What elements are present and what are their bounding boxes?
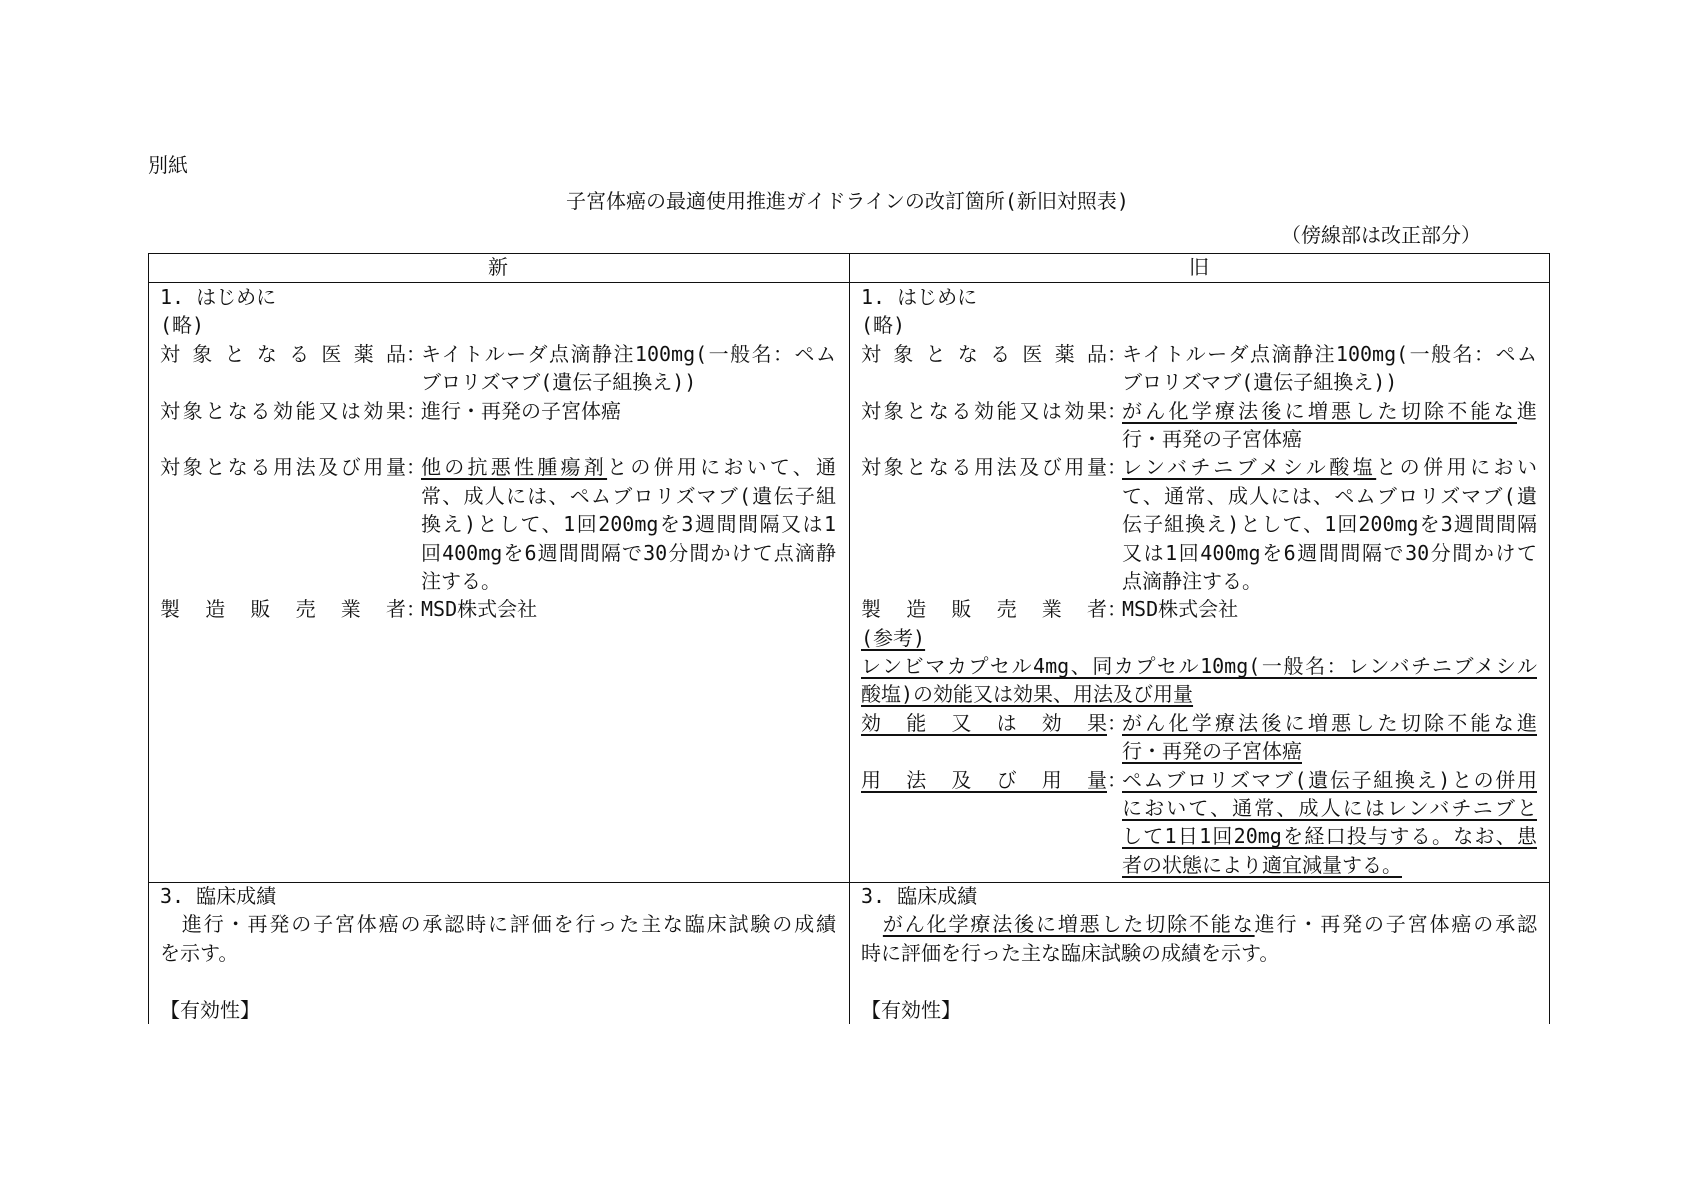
underlined-text: 行・再発の子宮体癌: [1122, 739, 1302, 764]
text-segment: を示す。: [160, 940, 239, 965]
field-value-line: [1122, 737, 1537, 765]
page-title: 子宮体癌の最適使用推進ガイドラインの改訂箇所(新旧対照表): [566, 189, 1129, 213]
field-label-text: 対象となる効能又は効果: [861, 398, 1107, 423]
field-value: [1122, 340, 1537, 397]
field-value-line: [1122, 482, 1537, 510]
text-segment: [861, 912, 883, 936]
field-label-text: 対象となる用法及び用量: [160, 455, 406, 480]
field-value-line: [1122, 539, 1537, 567]
text-segment: キイトルーダ点滴静注100mg(一般名：ペム: [421, 341, 836, 366]
underlined-text: ペムブロリズマブ(遺伝子組換え)との併用: [1122, 767, 1537, 792]
field-item: [861, 340, 1537, 397]
field-label-text: 対象となる医薬品: [160, 341, 406, 366]
field-label: [861, 340, 1107, 368]
text-line: [861, 996, 1537, 1024]
field-value-line: [421, 510, 836, 538]
blank-line: [861, 967, 1537, 995]
underlined-text: 酸塩)の効能又は効果、用法及び用量: [861, 682, 1194, 707]
field-label-text: 対象となる効能又は効果: [160, 398, 406, 423]
field-item: [160, 453, 836, 595]
text-segment: 回400mgを6週間間隔で30分間かけて点滴静: [421, 540, 836, 565]
text-line: [160, 996, 836, 1024]
text-segment: ブロリズマブ(遺伝子組換え)): [1122, 370, 1398, 395]
cell-old-clinical-results: [849, 882, 1548, 1024]
text-segment: 1. はじめに: [160, 285, 277, 309]
text-line: [861, 283, 1537, 311]
attachment-label: 別紙: [148, 153, 188, 177]
text-segment: との併用におい: [1376, 455, 1538, 480]
field-colon: ：: [406, 455, 426, 480]
field-value-line: [1122, 766, 1537, 794]
text-segment: 進: [1517, 398, 1537, 423]
field-value-line: [421, 539, 836, 567]
cell-old-introduction: [849, 283, 1548, 879]
field-colon: ：: [1107, 597, 1127, 622]
field-value: [421, 340, 836, 397]
field-item: [861, 709, 1537, 766]
text-segment: て、通常、成人には、ペムブロリズマブ(遺: [1122, 483, 1537, 508]
paragraph-line: [861, 652, 1537, 680]
text-segment: 又は1回400mgを6週間間隔で30分間かけて: [1122, 540, 1537, 565]
blank-line: [160, 425, 836, 453]
field-value-line: [1122, 397, 1537, 425]
field-value-line: [1122, 453, 1537, 481]
text-segment: 換え)として、1回200mgを3週間間隔又は1: [421, 512, 836, 537]
text-segment: 3. 臨床成績: [861, 884, 978, 908]
field-value-line: [421, 368, 836, 396]
underlined-text: (参考): [861, 625, 926, 650]
comparison-table: [148, 253, 1550, 1024]
field-label: [861, 595, 1107, 623]
paragraph-line: [861, 910, 1537, 938]
field-label: [160, 340, 406, 368]
text-segment: 1. はじめに: [861, 285, 978, 309]
field-item: [160, 595, 836, 623]
field-value-line: [1122, 340, 1537, 368]
field-colon: ：: [1107, 398, 1127, 423]
field-label-text: 製造販売業者: [861, 597, 1107, 622]
field-label-text: 用法及び用量: [861, 767, 1107, 792]
field-label-text: 効能又は効果: [861, 710, 1107, 735]
field-colon: ：: [406, 398, 426, 423]
field-value: [1122, 766, 1537, 880]
paragraph: [160, 910, 836, 967]
field-value-line: [1122, 851, 1537, 879]
paragraph: [861, 910, 1537, 967]
field-label: [861, 397, 1107, 425]
text-line: [861, 311, 1537, 339]
field-item: [861, 595, 1537, 623]
text-segment: (略): [861, 313, 906, 338]
field-value-line: [1122, 709, 1537, 737]
field-item: [861, 766, 1537, 880]
underlined-text: して1日1回20mgを経口投与する。なお、患: [1122, 824, 1537, 849]
text-segment: 【有効性】: [160, 997, 260, 1022]
field-value: [421, 453, 836, 595]
field-colon: ：: [1107, 455, 1127, 480]
paragraph-line: [160, 910, 836, 938]
field-item: [160, 340, 836, 397]
paragraph-line: [861, 939, 1537, 967]
text-segment: 進行・再発の子宮体癌の承認: [1254, 912, 1538, 937]
field-colon: ：: [1107, 710, 1127, 735]
text-segment: 点滴静注する。: [1122, 568, 1262, 593]
field-value-line: [1122, 510, 1537, 538]
field-label: [160, 453, 406, 481]
text-segment: 進行・再発の子宮体癌の承認時に評価を行った主な臨床試験の成績: [160, 912, 836, 937]
field-label-text: 製造販売業者: [160, 597, 406, 622]
field-value-line: [1122, 368, 1537, 396]
field-value-line: [1122, 794, 1537, 822]
underlined-text: 他の抗悪性腫瘍剤: [421, 455, 608, 480]
field-item: [160, 397, 836, 425]
underlined-text: レンビマカプセル4mg、同カプセル10mg(一般名：レンバチニブメシル: [861, 654, 1537, 679]
text-line: [861, 624, 1537, 652]
field-label: [861, 766, 1107, 794]
text-segment: MSD株式会社: [1122, 597, 1239, 622]
field-value-line: [421, 482, 836, 510]
text-segment: 行・再発の子宮体癌: [1122, 426, 1302, 451]
field-label: [861, 709, 1107, 737]
field-value-line: [421, 397, 836, 425]
field-colon: ：: [406, 597, 426, 622]
table-border-right: [1549, 253, 1550, 1024]
text-segment: 注する。: [421, 568, 501, 593]
paragraph-line: [160, 939, 836, 967]
underlined-text: 者の状態により適宜減量する。: [1122, 852, 1402, 877]
field-value-line: [1122, 595, 1537, 623]
text-line: [861, 882, 1537, 910]
field-label: [160, 595, 406, 623]
text-segment: 進行・再発の子宮体癌: [421, 398, 621, 423]
field-value-line: [421, 567, 836, 595]
cell-new-clinical-results: [148, 882, 847, 1024]
text-segment: MSD株式会社: [421, 597, 538, 622]
field-value: [421, 595, 836, 623]
field-value-line: [1122, 567, 1537, 595]
field-label: [160, 397, 406, 425]
field-value: [1122, 709, 1537, 766]
field-value: [1122, 453, 1537, 595]
text-segment: 時に評価を行った主な臨床試験の成績を示す。: [861, 940, 1280, 965]
field-value-line: [1122, 425, 1537, 453]
field-label: [861, 453, 1107, 481]
field-value-line: [421, 340, 836, 368]
field-colon: ：: [1107, 767, 1127, 792]
field-value: [1122, 595, 1537, 623]
text-segment: 伝子組換え)として、1回200mgを3週間間隔: [1122, 512, 1537, 537]
blank-line: [160, 967, 836, 995]
field-label-text: 対象となる医薬品: [861, 341, 1107, 366]
column-header-new: 新: [488, 255, 508, 279]
underline-note: （傍線部は改正部分）: [1281, 223, 1481, 247]
paragraph: [861, 652, 1537, 709]
cell-new-introduction: [148, 283, 847, 624]
field-value: [1122, 397, 1537, 454]
field-value-line: [421, 595, 836, 623]
text-segment: ブロリズマブ(遺伝子組換え)): [421, 370, 697, 395]
field-value-line: [1122, 822, 1537, 850]
text-segment: 3. 臨床成績: [160, 884, 277, 908]
underlined-text: がん化学療法後に増悪した切除不能な: [882, 912, 1255, 937]
underlined-text: がん化学療法後に増悪した切除不能な: [1122, 398, 1517, 423]
column-header-old: 旧: [1189, 255, 1209, 279]
field-colon: ：: [406, 341, 426, 366]
text-line: [160, 311, 836, 339]
field-label-text: 対象となる用法及び用量: [861, 455, 1107, 480]
field-value: [421, 397, 836, 425]
paragraph-line: [861, 680, 1537, 708]
field-item: [861, 453, 1537, 595]
underlined-text: レンバチニブメシル酸塩: [1122, 455, 1377, 480]
text-segment: キイトルーダ点滴静注100mg(一般名：ペム: [1122, 341, 1537, 366]
text-segment: 常、成人には、ペムブロリズマブ(遺伝子組: [421, 483, 836, 508]
underlined-text: がん化学療法後に増悪した切除不能な進: [1122, 710, 1537, 735]
underlined-text: において、通常、成人にはレンバチニブと: [1122, 796, 1537, 821]
text-line: [160, 283, 836, 311]
text-line: [160, 882, 836, 910]
text-segment: 【有効性】: [861, 997, 961, 1022]
text-segment: (略): [160, 313, 205, 338]
field-value-line: [421, 453, 836, 481]
field-colon: ：: [1107, 341, 1127, 366]
text-segment: との併用において、通: [607, 455, 837, 480]
field-item: [861, 397, 1537, 454]
